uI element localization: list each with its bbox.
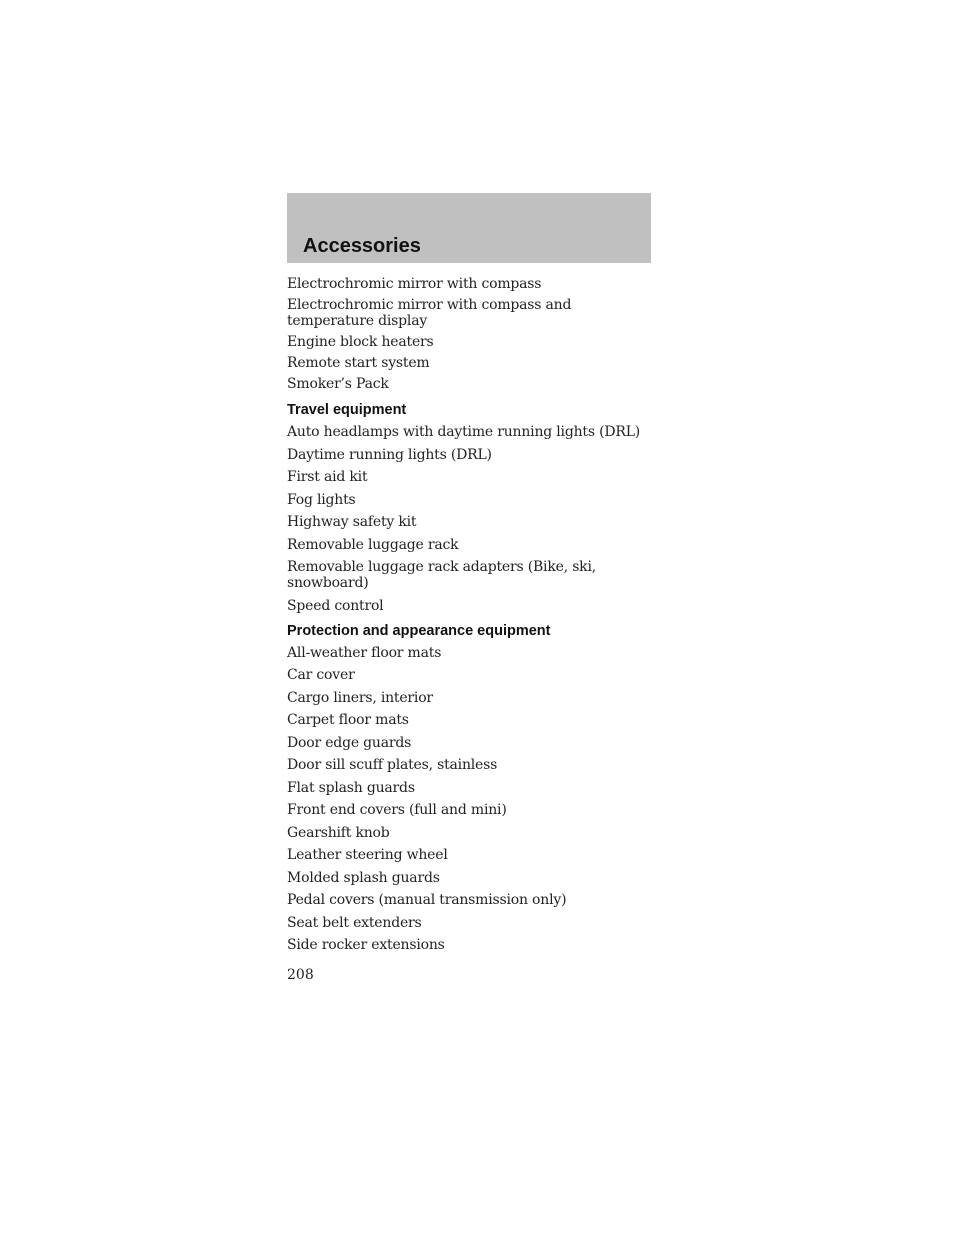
list-item: Speed control (287, 597, 384, 614)
list-item: Remote start system (287, 355, 430, 371)
travel-equipment-list (287, 424, 651, 614)
list-item: Pedal covers (manual transmission only) (287, 892, 567, 908)
list-item: Gearshift knob (287, 824, 390, 841)
page-content (287, 276, 651, 983)
list-item: Smoker’s Pack (287, 376, 389, 392)
list-item: Engine block heaters (287, 334, 434, 350)
list-item: Cargo liners, interior (287, 689, 433, 706)
page-title: Accessories (303, 235, 421, 257)
list-item: Door sill scuff plates, stainless (287, 757, 498, 773)
list-item: All-weather floor mats (287, 644, 442, 661)
list-item: Car cover (287, 667, 355, 683)
list-item: Daytime running lights (DRL) (287, 446, 492, 463)
list-item: Leather steering wheel (287, 847, 448, 863)
general-accessory-list (287, 276, 651, 392)
list-item: Front end covers (full and mini) (287, 802, 507, 818)
list-item: Door edge guards (287, 734, 412, 751)
page-number: 208 (287, 967, 314, 983)
list-item: Removable luggage rack adapters (Bike, ski, snowboard) (287, 559, 596, 591)
travel-equipment-heading: Travel equipment (287, 402, 407, 418)
protection-equipment-list (287, 645, 651, 954)
list-item: Fog lights (287, 491, 356, 508)
list-item: Electrochromic mirror with compass and temperature display (287, 297, 572, 329)
list-item: Highway safety kit (287, 514, 417, 530)
list-item: Seat belt extenders (287, 914, 422, 931)
list-item: Electrochromic mirror with compass (287, 276, 542, 292)
list-item: Molded splash guards (287, 869, 440, 886)
list-item: Auto headlamps with daytime running lights (DRL) (287, 424, 641, 440)
list-item: Carpet floor mats (287, 712, 409, 728)
protection-equipment-heading: Protection and appearance equipment (287, 622, 551, 639)
section-header-band (287, 193, 651, 263)
list-item: Side rocker extensions (287, 937, 445, 953)
list-item: Removable luggage rack (287, 536, 459, 553)
list-item: Flat splash guards (287, 779, 415, 796)
list-item: First aid kit (287, 469, 368, 485)
